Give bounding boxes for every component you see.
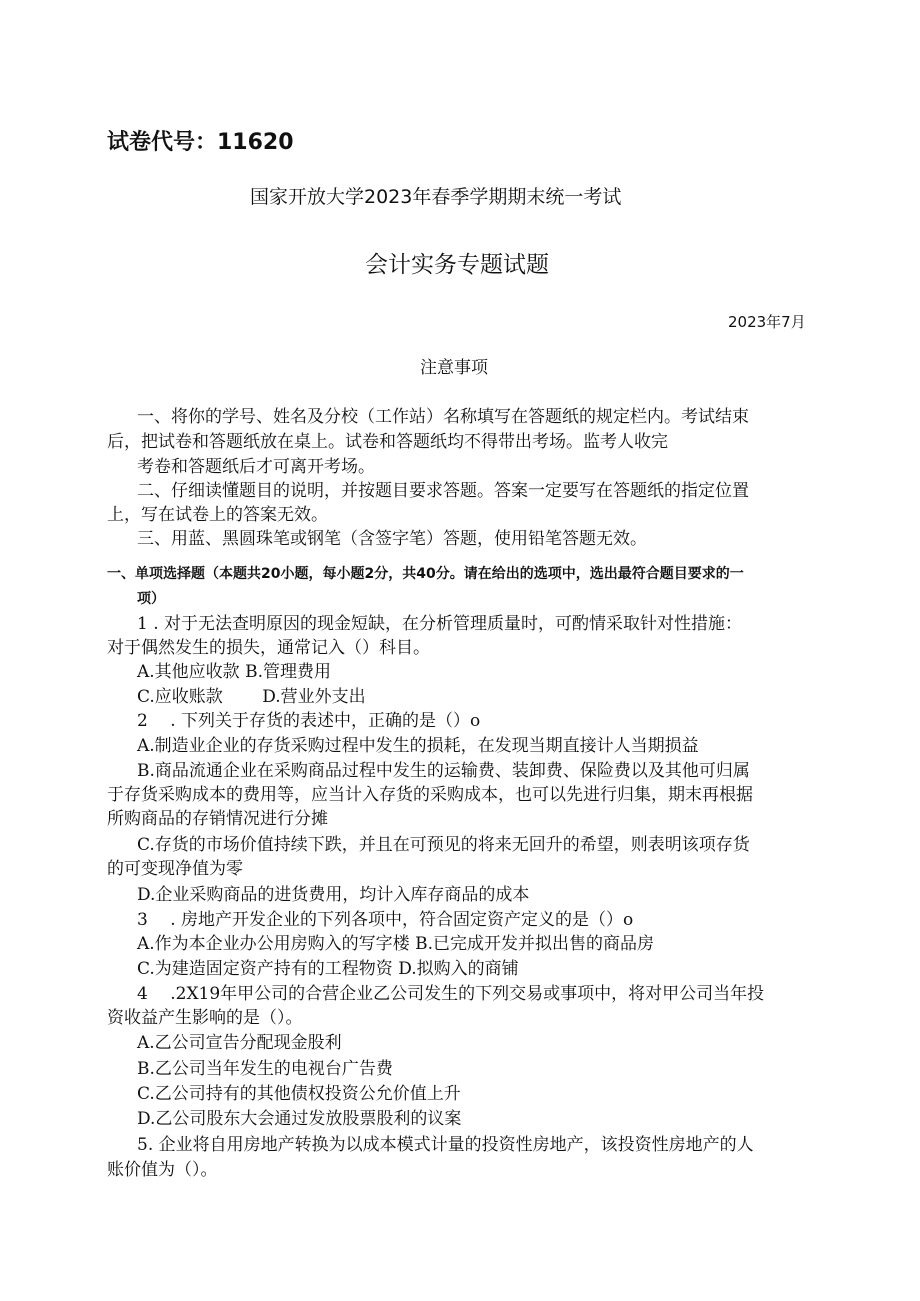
notice-line: 二、仔细读懂题目的说明，并按题目要求答题。答案一定要写在答题纸的指定位置 bbox=[137, 481, 749, 501]
subject-title: 会计实务专题试题 bbox=[365, 252, 549, 278]
option-line: C.为建造固定资产持有的工程物资 D.拟购入的商铺 bbox=[137, 959, 519, 979]
option-line: A.作为本企业办公用房购入的写字楼 B.已完成开发并拟出售的商品房 bbox=[137, 934, 654, 954]
question-line: 4 .2X19年甲公司的合营企业乙公司发生的下列交易或事项中，将对甲公司当年投 bbox=[137, 984, 765, 1004]
question-line: 账价值为（）。 bbox=[107, 1160, 218, 1180]
option-line: A.其他应收款 B.管理费用 bbox=[137, 662, 331, 682]
option-line: C.应收账款 D.营业外支出 bbox=[137, 687, 366, 707]
notice-line: 考卷和答题纸后才可离开考场。 bbox=[137, 457, 375, 477]
exam-date: 2023年7月 bbox=[728, 313, 806, 331]
option-line: 的可变现净值为零 bbox=[107, 859, 243, 879]
question-line: 资收益产生影响的是（）。 bbox=[107, 1008, 303, 1028]
section-title-continued: 项） bbox=[137, 591, 165, 607]
option-line: A.乙公司宣告分配现金股利 bbox=[137, 1033, 342, 1053]
question-line: 3 . 房地产开发企业的下列各项中，符合固定资产定义的是（）o bbox=[137, 910, 634, 930]
notice-line: 上，写在试卷上的答案无效。 bbox=[107, 505, 328, 525]
option-line: C.乙公司持有的其他债权投资公允价值上升 bbox=[137, 1084, 461, 1104]
exam-code: 试卷代号：11620 bbox=[107, 130, 294, 155]
question-line: 对于偶然发生的损失，通常记入（）科目。 bbox=[107, 638, 430, 658]
question-line: 2 . 下列关于存货的表述中，正确的是（）o bbox=[137, 711, 481, 731]
option-line: 所购商品的存销情况进行分摊 bbox=[107, 809, 328, 829]
option-line: D.企业采购商品的进货费用，均计入库存商品的成本 bbox=[137, 885, 530, 905]
option-line: C.存货的市场价值持续下跌，并且在可预见的将来无回升的希望，则表明该项存货 bbox=[137, 835, 750, 855]
option-line: A.制造业企业的存货采购过程中发生的损耗，在发现当期直接计人当期损益 bbox=[137, 736, 699, 756]
notice-line: 三、用蓝、黑圆珠笔或钢笔（含签字笔）答题，使用铅笔答题无效。 bbox=[137, 529, 647, 549]
question-line: 1 . 对于无法查明原因的现金短缺，在分析管理质量时，可酌情采取针对性措施： bbox=[137, 614, 743, 634]
option-line: B.商品流通企业在采购商品过程中发生的运输费、装卸费、保险费以及其他可归属 bbox=[137, 761, 750, 781]
option-line: D.乙公司股东大会通过发放股票股利的议案 bbox=[137, 1109, 462, 1129]
option-line: 于存货采购成本的费用等，应当计入存货的采购成本，也可以先进行归集，期末再根据 bbox=[107, 785, 753, 805]
university-title: 国家开放大学2023年春季学期期末统一考试 bbox=[250, 186, 622, 208]
notice-line: 一、将你的学号、姓名及分校（工作站）名称填写在答题纸的规定栏内。考试结束 bbox=[137, 407, 749, 427]
section-title: 一、单项选择题（本题共20小题，每小题2分，共40分。请在给出的选项中，选出最符合题目要求的一 bbox=[107, 566, 744, 582]
option-line: B.乙公司当年发生的电视台广告费 bbox=[137, 1059, 393, 1079]
notice-title: 注意事项 bbox=[420, 358, 488, 378]
question-line: 5. 企业将自用房地产转换为以成本模式计量的投资性房地产，该投资性房地产的人 bbox=[137, 1135, 754, 1155]
notice-line: 后，把试卷和答题纸放在桌上。试卷和答题纸均不得带出考场。监考人收完 bbox=[107, 432, 668, 452]
